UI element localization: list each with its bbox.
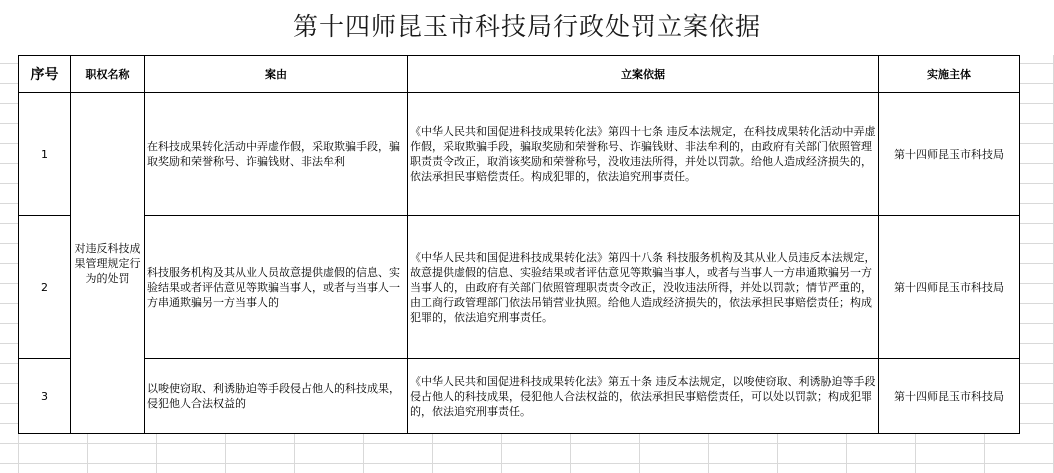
table-row [19,216,1020,359]
header-power-name[interactable]: 职权名称 [71,56,145,93]
cell-case-reason[interactable]: 以唆使窃取、利诱胁迫等手段侵占他人的科技成果，侵犯他人合法权益的 [145,359,408,434]
cell-seq[interactable]: 2 [19,216,71,359]
cell-seq[interactable]: 1 [19,93,71,216]
title-band [0,0,1054,55]
cell-subject[interactable]: 第十四师昆玉市科技局 [879,93,1020,216]
cell-case-reason[interactable]: 在科技成果转化活动中弄虚作假，采取欺骗手段，骗取奖励和荣誉称号、诈骗钱财、非法牟利 [145,93,408,216]
cell-power-name-merged[interactable]: 对违反科技成果管理规定行为的处罚 [71,93,145,434]
header-subject[interactable]: 实施主体 [879,56,1020,93]
document-title: 第十四师昆玉市科技局行政处罚立案依据 [292,12,761,41]
header-case-reason[interactable]: 案由 [145,56,408,93]
header-seq[interactable]: 序号 [19,56,71,93]
cell-basis[interactable]: 《中华人民共和国促进科技成果转化法》第五十条 违反本法规定，以唆使窃取、利诱胁迫等手段侵占他人的科技成果，侵犯他人合法权益的，依法承担民事赔偿责任，可以处以罚款；构成犯罪的，依法追究刑事责任。 [408,359,879,434]
cell-basis[interactable]: 《中华人民共和国促进科技成果转化法》第四十七条 违反本法规定，在科技成果转化活动中弄虚作假，采取欺骗手段，骗取奖励和荣誉称号、诈骗钱财、非法牟利的，由政府有关部门依照管理职责责令改正，取消该奖励和荣誉称号，没收违法所得，并处以罚款。给他人造成经济损失的，依法承担民事赔偿责任。构成犯罪的，依法追究刑事责任。 [408,93,879,216]
cell-subject[interactable]: 第十四师昆玉市科技局 [879,359,1020,434]
table-row [19,93,1020,216]
cell-subject[interactable]: 第十四师昆玉市科技局 [879,216,1020,359]
penalty-basis-table [18,55,1020,434]
table-header-row [19,56,1020,93]
cell-case-reason[interactable]: 科技服务机构及其从业人员故意提供虚假的信息、实验结果或者评估意见等欺骗当事人，或者与当事人一方串通欺骗另一方当事人的 [145,216,408,359]
cell-seq[interactable]: 3 [19,359,71,434]
table-row [19,359,1020,434]
cell-basis[interactable]: 《中华人民共和国促进科技成果转化法》第四十八条 科技服务机构及其从业人员违反本法规定，故意提供虚假的信息、实验结果或者评估意见等欺骗当事人，或者与当事人一方串通欺骗另一方当事人的，由政府有关部门依照管理职责责令改正，没收违法所得，并处以罚款；情节严重的，由工商行政管理部门依法吊销营业执照。给他人造成经济损失的，依法承担民事赔偿责任；构成犯罪的，依法追究刑事责任。 [408,216,879,359]
header-basis[interactable]: 立案依据 [408,56,879,93]
